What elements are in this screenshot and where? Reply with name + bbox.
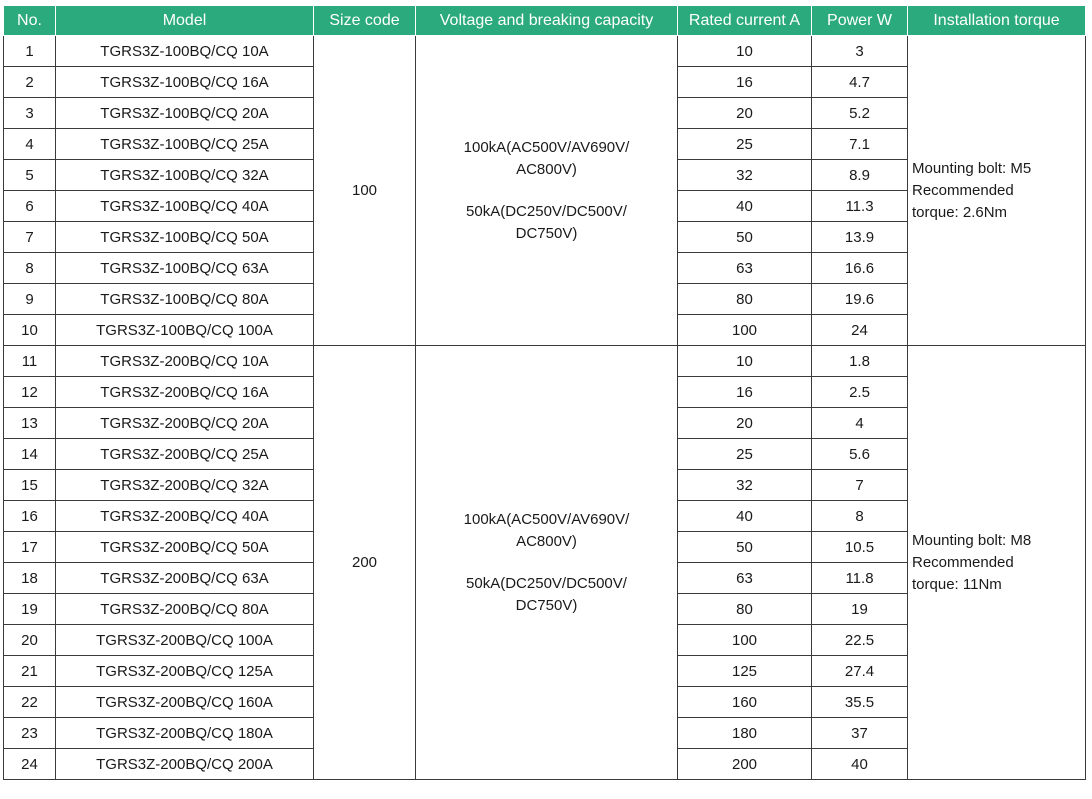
cell-no: 17 (4, 532, 56, 563)
cell-no: 11 (4, 346, 56, 377)
cell-model: TGRS3Z-200BQ/CQ 20A (56, 408, 314, 439)
cell-rated-current: 125 (678, 656, 812, 687)
cell-model: TGRS3Z-100BQ/CQ 40A (56, 191, 314, 222)
cell-power: 11.3 (812, 191, 908, 222)
cell-voltage (416, 36, 678, 346)
cell-rated-current: 50 (678, 222, 812, 253)
cell-power: 5.2 (812, 98, 908, 129)
cell-no: 9 (4, 284, 56, 315)
cell-model: TGRS3Z-200BQ/CQ 50A (56, 532, 314, 563)
cell-no: 4 (4, 129, 56, 160)
voltage-dc-line2: DC750V) (515, 224, 578, 242)
cell-no: 10 (4, 315, 56, 346)
cell-rated-current: 80 (678, 284, 812, 315)
cell-power: 2.5 (812, 377, 908, 408)
cell-power: 11.8 (812, 563, 908, 594)
cell-power: 4.7 (812, 67, 908, 98)
product-spec-table (3, 5, 1086, 780)
cell-torque (908, 36, 1086, 346)
cell-no: 19 (4, 594, 56, 625)
table-row (4, 346, 1086, 377)
cell-model: TGRS3Z-100BQ/CQ 63A (56, 253, 314, 284)
cell-no: 18 (4, 563, 56, 594)
voltage-ac-line2: AC800V) (516, 160, 577, 178)
cell-model: TGRS3Z-200BQ/CQ 16A (56, 377, 314, 408)
cell-power: 7.1 (812, 129, 908, 160)
cell-model: TGRS3Z-200BQ/CQ 25A (56, 439, 314, 470)
cell-rated-current: 10 (678, 346, 812, 377)
cell-no: 16 (4, 501, 56, 532)
cell-rated-current: 160 (678, 687, 812, 718)
cell-rated-current: 50 (678, 532, 812, 563)
cell-rated-current: 80 (678, 594, 812, 625)
header-power: Power W (812, 6, 908, 36)
cell-model: TGRS3Z-200BQ/CQ 40A (56, 501, 314, 532)
cell-power: 13.9 (812, 222, 908, 253)
voltage-ac-line1: 100kA(AC500V/AV690V/ (463, 510, 630, 528)
cell-rated-current: 180 (678, 718, 812, 749)
cell-power: 19.6 (812, 284, 908, 315)
cell-no: 22 (4, 687, 56, 718)
cell-rated-current: 40 (678, 191, 812, 222)
cell-model: TGRS3Z-100BQ/CQ 100A (56, 315, 314, 346)
cell-rated-current: 20 (678, 408, 812, 439)
voltage-dc-line2: DC750V) (515, 596, 578, 614)
header-rated-current: Rated current A (678, 6, 812, 36)
cell-model: TGRS3Z-200BQ/CQ 32A (56, 470, 314, 501)
torque-line2: Recommended (912, 181, 1014, 199)
cell-power: 4 (812, 408, 908, 439)
cell-model: TGRS3Z-100BQ/CQ 20A (56, 98, 314, 129)
cell-no: 15 (4, 470, 56, 501)
cell-power: 40 (812, 749, 908, 780)
voltage-ac-line2: AC800V) (516, 532, 577, 550)
cell-model: TGRS3Z-100BQ/CQ 10A (56, 36, 314, 67)
cell-no: 24 (4, 749, 56, 780)
cell-model: TGRS3Z-200BQ/CQ 200A (56, 749, 314, 780)
cell-no: 5 (4, 160, 56, 191)
cell-power: 35.5 (812, 687, 908, 718)
header-torque: Installation torque (908, 6, 1086, 36)
cell-no: 13 (4, 408, 56, 439)
cell-rated-current: 32 (678, 160, 812, 191)
cell-rated-current: 25 (678, 439, 812, 470)
voltage-dc-line1: 50kA(DC250V/DC500V/ (466, 202, 627, 220)
cell-rated-current: 10 (678, 36, 812, 67)
torque-line2: Recommended (912, 553, 1014, 571)
cell-no: 2 (4, 67, 56, 98)
torque-line1: Mounting bolt: M5 (912, 159, 1032, 177)
cell-rated-current: 20 (678, 98, 812, 129)
cell-model: TGRS3Z-100BQ/CQ 25A (56, 129, 314, 160)
cell-model: TGRS3Z-100BQ/CQ 16A (56, 67, 314, 98)
table-row (4, 36, 1086, 67)
header-model: Model (56, 6, 314, 36)
cell-rated-current: 16 (678, 67, 812, 98)
spec-sheet (3, 5, 1086, 780)
torque-line1: Mounting bolt: M8 (912, 531, 1032, 549)
table-body (4, 36, 1086, 780)
cell-power: 24 (812, 315, 908, 346)
cell-size-code: 200 (314, 346, 416, 780)
voltage-spacer (416, 553, 677, 573)
voltage-ac-line1: 100kA(AC500V/AV690V/ (463, 138, 630, 156)
cell-power: 8 (812, 501, 908, 532)
voltage-dc-line1: 50kA(DC250V/DC500V/ (466, 574, 627, 592)
cell-rated-current: 63 (678, 253, 812, 284)
cell-no: 1 (4, 36, 56, 67)
cell-no: 23 (4, 718, 56, 749)
cell-no: 7 (4, 222, 56, 253)
cell-model: TGRS3Z-200BQ/CQ 180A (56, 718, 314, 749)
voltage-spacer (416, 181, 677, 201)
cell-rated-current: 200 (678, 749, 812, 780)
cell-no: 21 (4, 656, 56, 687)
cell-no: 14 (4, 439, 56, 470)
cell-model: TGRS3Z-200BQ/CQ 63A (56, 563, 314, 594)
cell-model: TGRS3Z-200BQ/CQ 80A (56, 594, 314, 625)
cell-rated-current: 40 (678, 501, 812, 532)
cell-power: 5.6 (812, 439, 908, 470)
cell-model: TGRS3Z-200BQ/CQ 160A (56, 687, 314, 718)
cell-power: 37 (812, 718, 908, 749)
cell-power: 27.4 (812, 656, 908, 687)
cell-model: TGRS3Z-100BQ/CQ 80A (56, 284, 314, 315)
cell-rated-current: 100 (678, 625, 812, 656)
cell-rated-current: 25 (678, 129, 812, 160)
cell-model: TGRS3Z-100BQ/CQ 32A (56, 160, 314, 191)
cell-no: 8 (4, 253, 56, 284)
header-no: No. (4, 6, 56, 36)
cell-no: 6 (4, 191, 56, 222)
cell-no: 20 (4, 625, 56, 656)
torque-line3: torque: 2.6Nm (912, 203, 1008, 221)
cell-model: TGRS3Z-200BQ/CQ 10A (56, 346, 314, 377)
cell-power: 1.8 (812, 346, 908, 377)
header-row (4, 6, 1086, 36)
cell-model: TGRS3Z-200BQ/CQ 100A (56, 625, 314, 656)
cell-voltage (416, 346, 678, 780)
header-voltage: Voltage and breaking capacity (416, 6, 678, 36)
cell-power: 22.5 (812, 625, 908, 656)
cell-power: 10.5 (812, 532, 908, 563)
cell-power: 7 (812, 470, 908, 501)
cell-no: 3 (4, 98, 56, 129)
header-size-code: Size code (314, 6, 416, 36)
cell-power: 16.6 (812, 253, 908, 284)
cell-rated-current: 100 (678, 315, 812, 346)
cell-rated-current: 16 (678, 377, 812, 408)
cell-power: 3 (812, 36, 908, 67)
torque-line3: torque: 11Nm (912, 575, 1002, 593)
cell-power: 8.9 (812, 160, 908, 191)
table-header (4, 6, 1086, 36)
cell-model: TGRS3Z-200BQ/CQ 125A (56, 656, 314, 687)
cell-rated-current: 63 (678, 563, 812, 594)
cell-torque (908, 346, 1086, 780)
cell-size-code: 100 (314, 36, 416, 346)
cell-rated-current: 32 (678, 470, 812, 501)
cell-no: 12 (4, 377, 56, 408)
cell-model: TGRS3Z-100BQ/CQ 50A (56, 222, 314, 253)
cell-power: 19 (812, 594, 908, 625)
